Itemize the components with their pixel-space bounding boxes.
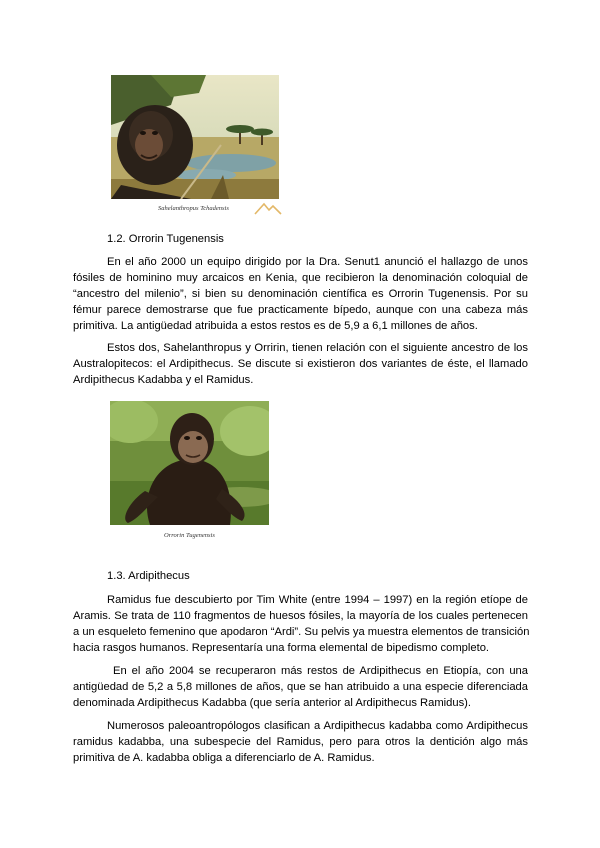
ardipithecus-paragraph-1 (73, 593, 528, 657)
text-line: ramidus kadabba, una subespecie del Ramidus, pero para otros la dentición algo más (73, 735, 528, 748)
sahelanthropus-illustration (111, 75, 279, 199)
ardipithecus-paragraph-2 (73, 664, 528, 712)
ardipithecus-paragraph-3 (73, 719, 528, 767)
orrorin-paragraph-2 (73, 341, 528, 389)
text-line: Ramidus fue descubierto por Tim White (entre 1994 – 1997) en la región etíope de (107, 594, 528, 606)
sahelanthropus-image (111, 75, 279, 199)
figure2-caption: Orrorin Tugenensis (164, 532, 215, 539)
text-line: En el año 2000 un equipo dirigido por la Dra. Senut1 anunció el hallazgo de unos (107, 256, 528, 268)
text-line: hacia rasgos humanos. Representaría una forma elemental de bipedismo completo. (73, 641, 490, 654)
text-line: Numerosos paleoantropólogos clasifican a Ardipithecus kadabba como Ardipithecus (107, 720, 528, 732)
text-line: primitiva de A. kadabba obliga a diferenciarlo de A. Ramidus. (73, 751, 375, 764)
section-heading-orrorin: 1.2. Orrorin Tugenensis (107, 233, 224, 245)
text-line: antigüedad de 5,2 a 5,8 millones de años, que se han atribuido a una especie diferenciada (73, 680, 528, 693)
text-line: Australopitecos: el Ardipithecus. Se discute si existieron dos variantes de éste, el llamado (73, 357, 528, 370)
text-line: Aramis. Se trata de 110 fragmentos de huesos fósiles, la mayoría de los cuales pertenecen (73, 609, 528, 622)
text-line: a un esqueleto femenino que apodaron “Ardi”. Su pelvis ya muestra elementos de transición (73, 625, 530, 638)
figure1-caption: Sahelanthropus Tchadensis (158, 205, 229, 212)
text-line: Ardipithecus Kadabba y el Ramidus. (73, 373, 254, 386)
orrorin-image (110, 401, 269, 525)
text-line: En el año 2004 se recuperaron más restos de Ardipithecus en Etiopía, con una (113, 665, 528, 677)
text-line: denominada Ardipithecus Kadabba (que sería anterior al Ardipithecus Ramidus). (73, 696, 472, 709)
orrorin-paragraph-1 (73, 255, 528, 335)
text-line: fósiles de hominino muy arcaicos en Kenia, que recibieron la denominación coloquial de (73, 271, 528, 284)
orrorin-photo (110, 401, 269, 525)
section-heading-ardipithecus: 1.3. Ardipithecus (107, 570, 190, 582)
text-line: fémur parece demostrarse que fue practicamente bípedo, aunque con una cabeza más (73, 303, 528, 316)
text-line: Estos dos, Sahelanthropus y Orririn, tienen relación con el siguiente ancestro de los (107, 342, 528, 354)
publisher-mark-icon (254, 201, 282, 215)
text-line: primitiva. La antigüedad atribuida a estos restos es de 5,9 a 6,1 millones de años. (73, 319, 478, 332)
text-line: “ancestro del milenio”, si bien su denominación científica es Orrorin Tugenensis. Por su (73, 287, 528, 300)
